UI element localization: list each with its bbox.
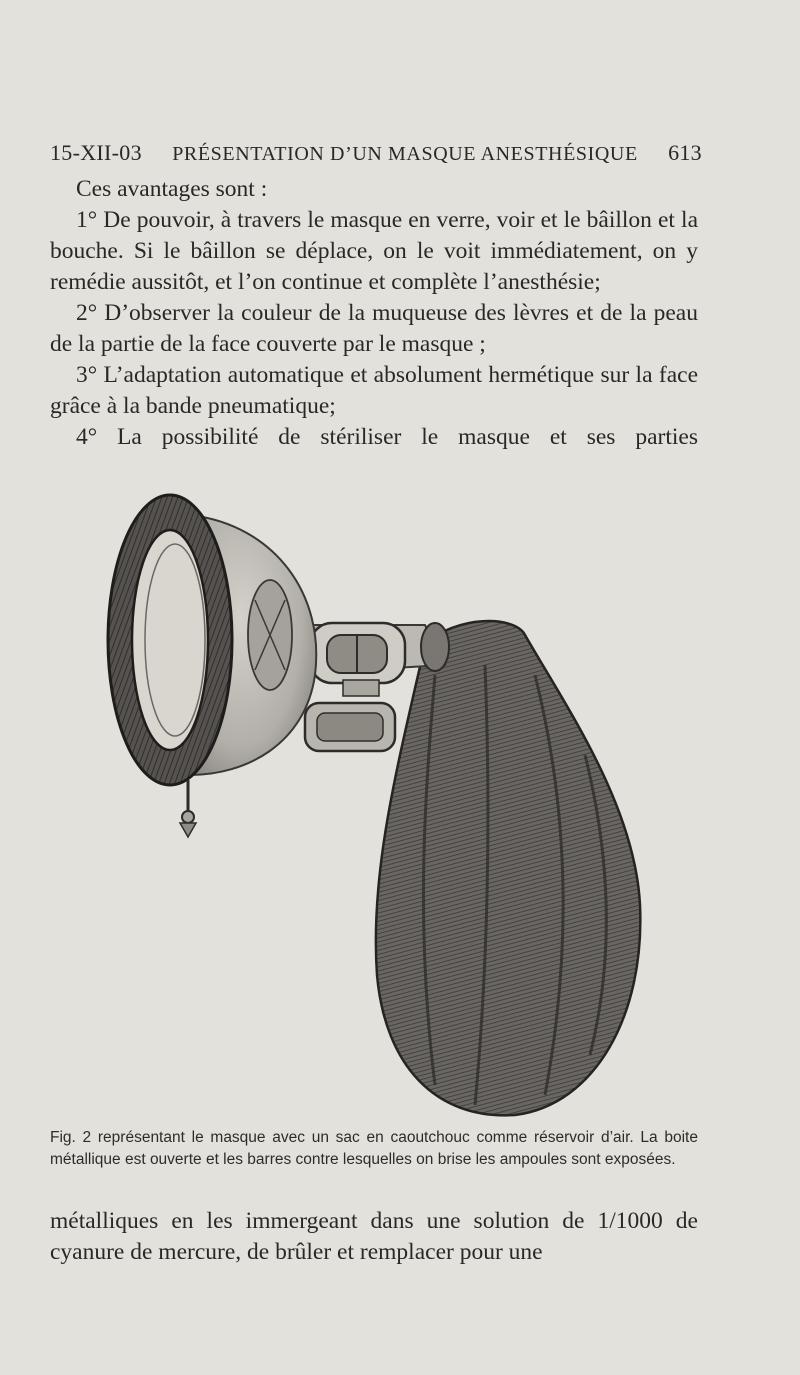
body-text-bottom xyxy=(50,1206,698,1268)
mask-illustration xyxy=(95,475,655,1125)
paragraph: Ces avantages sont : xyxy=(76,176,268,202)
paragraph: 2° D’observer la couleur de la muqueuse des lèvres et de la peau de la partie de la face couverte par le masque ; xyxy=(50,300,698,357)
header-date: 15-XII-03 xyxy=(50,140,142,165)
paragraph: métalliques en les immergeant dans une solution de 1/1000 de cyanure de mercure, de brûler et remplacer pour une xyxy=(50,1208,698,1265)
valve-tap xyxy=(180,780,196,837)
paragraph: 1° De pouvoir, à travers le masque en verre, voir et le bâillon et la bouche. Si le bâillon se déplace, on le voit immédiatement, on y remédie aussitôt, et l’on continue et complète l’anesthésie; xyxy=(50,207,698,295)
paragraph: 4° La possibilité de stériliser le masque et ses parties xyxy=(76,424,698,450)
pneumatic-ring xyxy=(108,495,232,785)
rubber-bag xyxy=(376,621,641,1115)
metal-box xyxy=(305,623,405,751)
header-title: PRÉSENTATION D’UN MASQUE ANESTHÉSIQUE xyxy=(172,143,638,165)
figure-caption: Fig. 2 représentant le masque avec un sac en caoutchouc comme réservoir d’air. La boite métallique est ouverte et les barres contre lesquelles on brise les ampoules sont exposées. xyxy=(50,1129,698,1168)
body-text-top xyxy=(50,174,698,453)
running-header xyxy=(50,140,702,166)
page-number: 613 xyxy=(668,140,702,165)
paragraph: 3° L’adaptation automatique et absolument hermétique sur la face grâce à la bande pneumatique; xyxy=(50,362,698,419)
